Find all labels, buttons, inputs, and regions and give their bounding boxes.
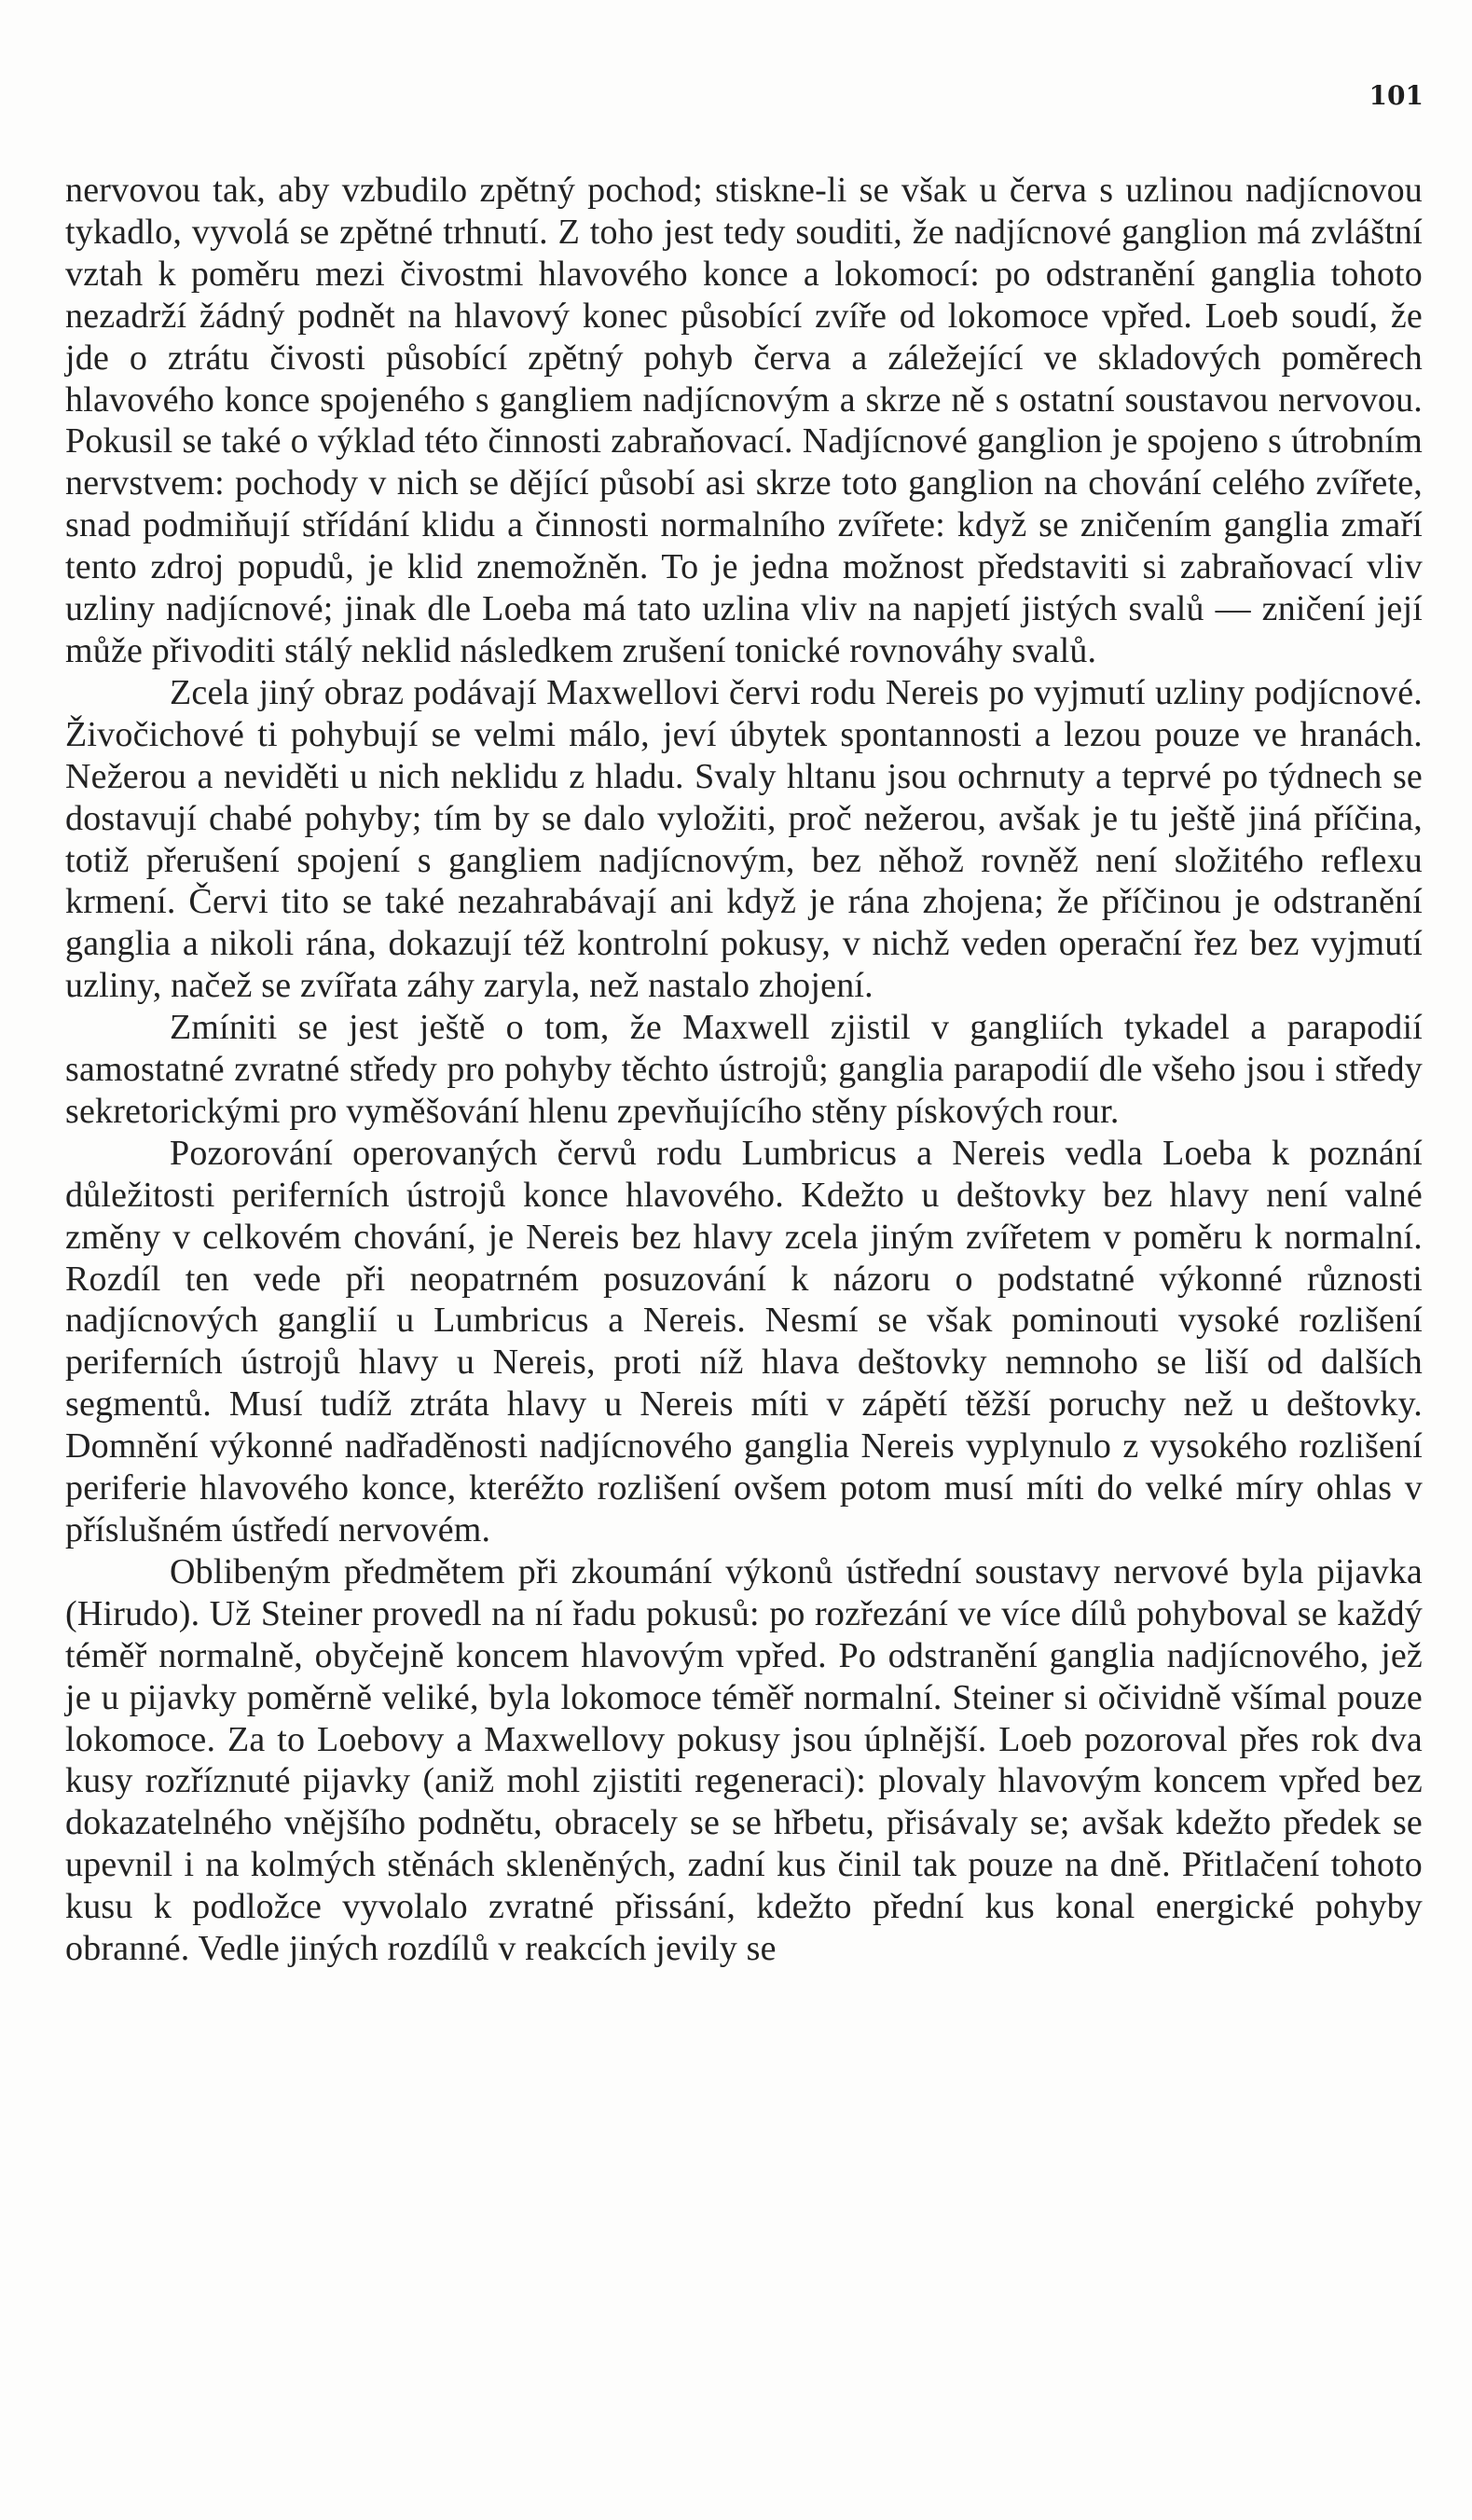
paragraph: Zcela jiný obraz podávají Maxwellovi červi rodu Nereis po vyjmutí uzliny podjícnové. Živočichové ti pohybují se velmi málo, jeví úbytek spontannosti a lezou pouze ve hranách. Nežerou a neviděti u nich neklidu z hladu. Svaly hltanu jsou ochrnuty a teprvé po týdnech se dostavují chabé pohyby; tím by se dalo vyložiti, proč nežerou, avšak je tu ještě jiná příčina, totiž přerušení spojení s gangliem nadjícnovým, bez něhož rovněž není složitého reflexu krmení. Červi tito se také nezahrabávají ani když je rána zhojena; že příčinou je odstranění ganglia a nikoli rána, dokazují též kontrolní pokusy, v nichž veden operační řez bez vyjmutí uzliny, načež se zvířata záhy zaryla, než nastalo zhojení. [65,672,1423,1006]
body-text [65,170,1423,1970]
paragraph: Pozorování operovaných červů rodu Lumbricus a Nereis vedla Loeba k poznání důležitosti periferních ústrojů konce hlavového. Kdežto u deštovky bez hlavy není valné změny v celkovém chování, je Nereis bez hlavy zcela jiným zvířetem v poměru k normalní. Rozdíl ten vede při neopatrném posuzování k názoru o podstatné výkonné různosti nadjícnových ganglií u Lumbricus a Nereis. Nesmí se však pominouti vysoké rozlišení periferních ústrojů hlavy u Nereis, proti níž hlava deštovky nemnoho se liší od dalších segmentů. Musí tudíž ztráta hlavy u Nereis míti v zápětí těžší poruchy než u deštovky. Domnění výkonné nadřaděnosti nadjícnového ganglia Nereis vyplynulo z vysokého rozlišení periferie hlavového konce, kteréžto rozlišení ovšem potom musí míti do velké míry ohlas v příslušném ústředí nervovém. [65,1133,1423,1549]
paragraph: Oblibeným předmětem při zkoumání výkonů ústřední soustavy nervové byla pijavka (Hirudo). Už Steiner provedl na ní řadu pokusů: po rozřezání ve více dílů pohyboval se každý téměř normalně, obyčejně koncem hlavovým vpřed. Po odstranění ganglia nadjícnového, jež je u pijavky poměrně veliké, byla lokomoce téměř normalní. Steiner si očividně všímal pouze lokomoce. Za to Loebovy a Maxwellovy pokusy jsou úplnější. Loeb pozoroval přes rok dva kusy rozříznuté pijavky (aniž mohl zjistiti regeneraci): plovaly hlavovým koncem vpřed bez dokazatelného vnějšího podnětu, obracely se se hřbetu, přisávaly se; avšak kdežto předek se upevnil i na kolmých stěnách skleněných, zadní kus činil tak pouze na dně. Přitlačení tohoto kusu k podložce vyvolalo zvratné přissání, kdežto přední kus konal energické pohyby obranné. Vedle jiných rozdílů v reakcích jevily se [65,1551,1423,1969]
page-number: 101 [1369,80,1424,111]
paragraph: nervovou tak, aby vzbudilo zpětný pochod; stiskne-li se však u červa s uzlinou nadjícnovou tykadlo, vyvolá se zpětné trhnutí. Z toho jest tedy souditi, že nadjícnové ganglion má zvláštní vztah k poměru mezi čivostmi hlavového konce a lokomocí: po odstranění ganglia tohoto nezadrží žádný podnět na hlavový konec působící zvíře od lokomoce vpřed. Loeb soudí, že jde o ztrátu čivosti působící zpětný pohyb červa a záležející ve skladových poměrech hlavového konce spojeného s gangliem nadjícnovým a skrze ně s ostatní soustavou nervovou. Pokusil se také o výklad této činnosti zabraňovací. Nadjícnové ganglion je spojeno s útrobním nervstvem: pochody v nich se dějící působí asi skrze toto ganglion na chování celého zvířete, snad podmiňují střídání klidu a činnosti normalního zvířete: když se zničením ganglia zmaří tento zdroj popudů, je klid znemožněn. To je jedna možnost představiti si zabraňovací vliv uzliny nadjícnové; jinak dle Loeba má tato uzlina vliv na napjetí jistých svalů — zničení její může přivoditi stálý neklid následkem zrušení tonické rovnováhy svalů. [65,171,1423,670]
paragraph: Zmíniti se jest ještě o tom, že Maxwell zjistil v gangliích tykadel a parapodií samostatné zvratné středy pro pohyby těchto ústrojů; ganglia parapodií dle všeho jsou i středy sekretorickými pro vyměšování hlenu zpevňujícího stěny pískových rour. [65,1008,1423,1131]
